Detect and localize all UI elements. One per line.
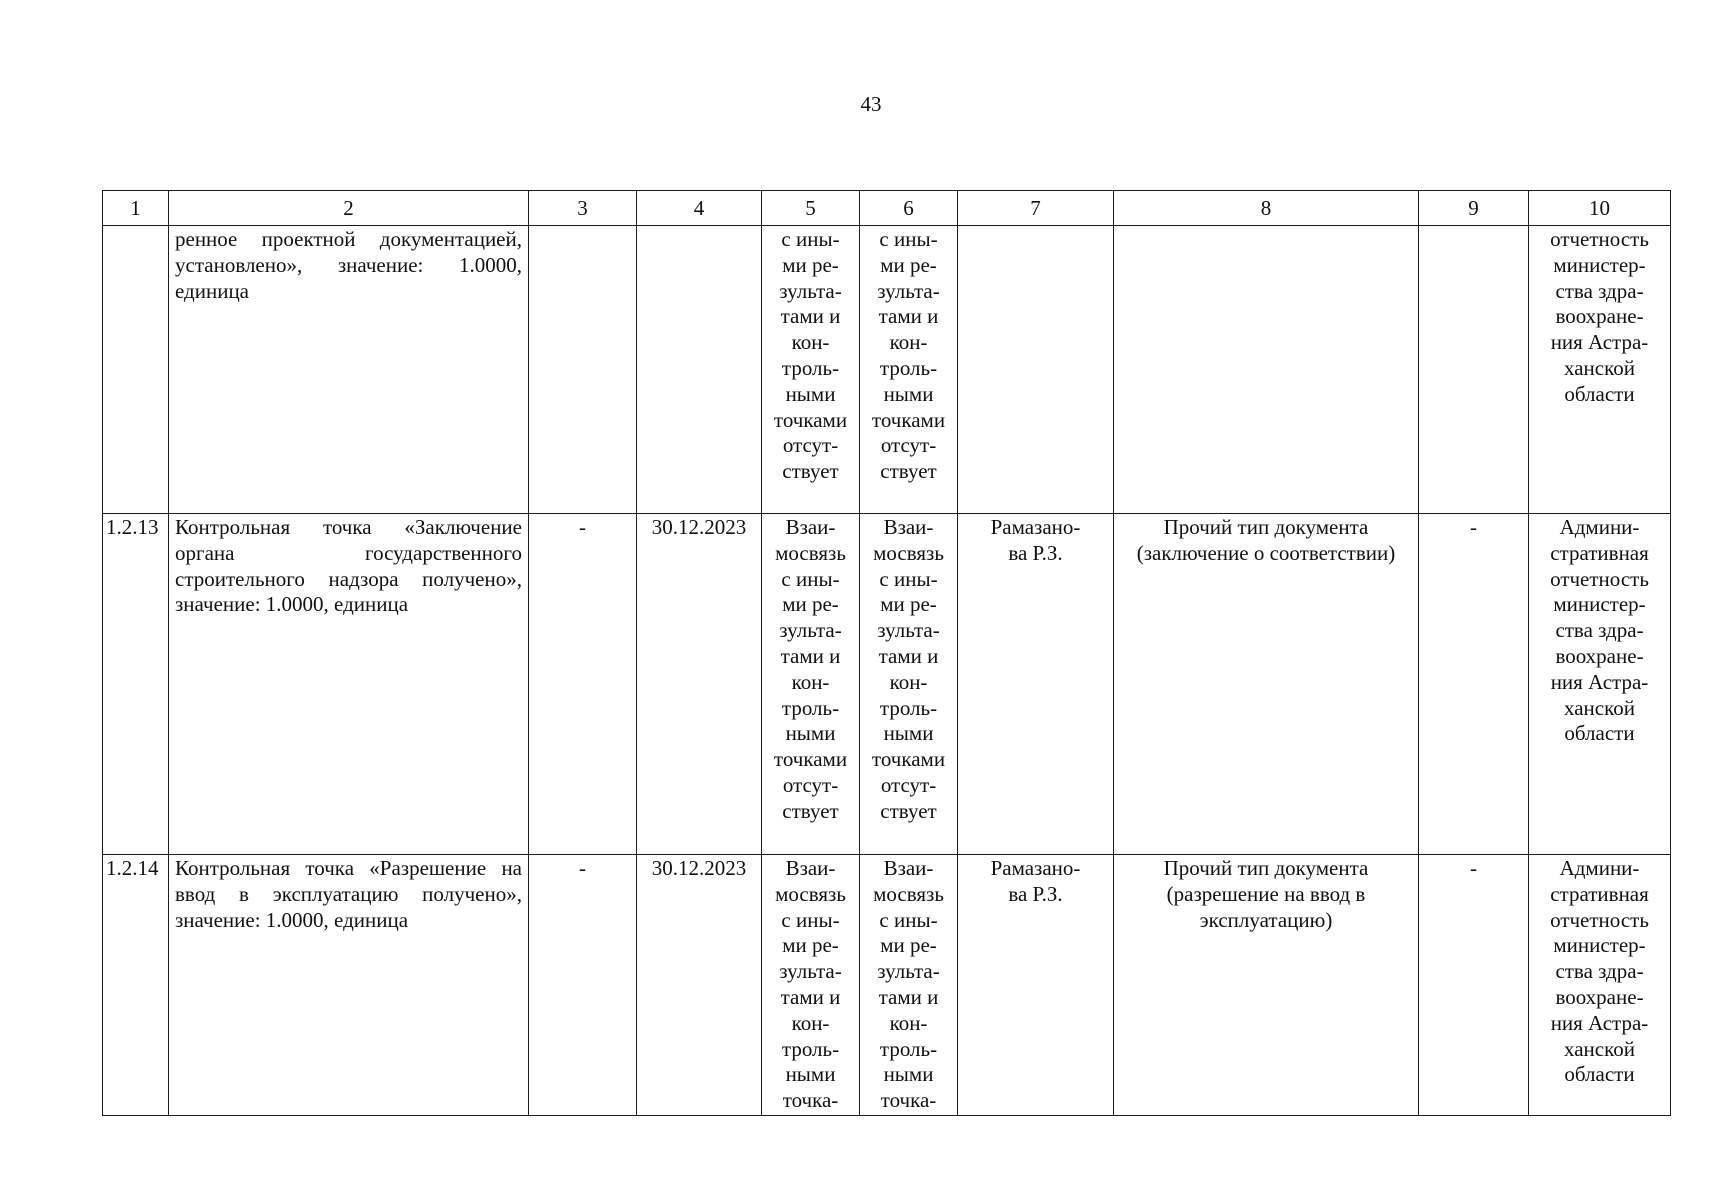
cell-line: ми ре- — [782, 252, 839, 277]
cell-line: троль- — [781, 355, 840, 380]
cell-line: воохране- — [1555, 304, 1644, 329]
cell-line: отчетность — [1550, 227, 1649, 251]
cell-line: области — [1564, 721, 1635, 746]
cell-line: с ины- — [879, 227, 938, 251]
relation-cell — [860, 514, 958, 855]
cell-line: ства здра- — [1555, 618, 1644, 643]
cell-col9: - — [1419, 514, 1529, 855]
cell-line: ми ре- — [880, 933, 937, 958]
cell-line: отчетность — [1550, 907, 1649, 932]
cell-line: точками — [871, 747, 946, 772]
cell-line: с ины- — [879, 566, 938, 591]
cell-line: ствует — [880, 459, 937, 484]
cell-line: кон- — [791, 669, 830, 694]
relation-cell — [762, 514, 860, 855]
cell-line: области — [1564, 1062, 1635, 1087]
cell-line: отсут- — [782, 772, 839, 797]
column-number: 6 — [860, 191, 958, 226]
cell-col3: - — [529, 514, 637, 855]
cell-line: мосвязь — [873, 881, 944, 906]
cell-line: ва Р.З. — [1008, 881, 1063, 906]
column-number: 3 — [529, 191, 637, 226]
cell-line: троль- — [879, 355, 938, 380]
cell-line: ханской — [1564, 1036, 1635, 1061]
page-number: 43 — [860, 92, 882, 116]
responsible-cell — [958, 855, 1114, 1116]
table-row — [103, 514, 1671, 855]
cell-line: тами и — [780, 643, 841, 668]
cell-line: Взаи- — [785, 856, 836, 880]
cell-line: кон- — [889, 330, 928, 355]
table-row — [103, 855, 1671, 1116]
deadline-date: 30.12.2023 — [637, 855, 762, 1116]
cell-line: ными — [883, 721, 934, 746]
cell-line: отчетность — [1550, 566, 1649, 591]
relation-cell — [860, 855, 958, 1116]
cell-line: ханской — [1564, 355, 1635, 380]
cell-line: ния Астра- — [1550, 1010, 1649, 1035]
cell-line: зульта- — [779, 959, 842, 984]
cell-line: министер- — [1553, 592, 1646, 617]
info-source-cell — [1529, 855, 1671, 1116]
relation-cell — [762, 855, 860, 1116]
cell-line: точка- — [880, 1088, 937, 1113]
column-number: 4 — [637, 191, 762, 226]
cell-col9: - — [1419, 855, 1529, 1116]
cell-line: точками — [871, 407, 946, 432]
cell-line: Взаи- — [785, 515, 836, 539]
deadline-date — [637, 226, 762, 514]
cell-line: зульта- — [779, 278, 842, 303]
cell-line: области — [1564, 381, 1635, 406]
responsible-cell — [958, 514, 1114, 855]
cell-line: с ины- — [781, 566, 840, 591]
cell-line: тами и — [878, 304, 939, 329]
cell-line: стративная — [1550, 881, 1649, 906]
cell-line: ми ре- — [880, 252, 937, 277]
cell-line: ния Астра- — [1550, 669, 1649, 694]
cell-line: тами и — [878, 984, 939, 1009]
column-number: 1 — [103, 191, 169, 226]
row-number: 1.2.13 — [103, 514, 169, 855]
cell-line: зульта- — [877, 618, 940, 643]
cell-line: троль- — [781, 1036, 840, 1061]
row-number — [103, 226, 169, 514]
column-number: 10 — [1529, 191, 1671, 226]
cell-line: ния Астра- — [1550, 330, 1649, 355]
cell-line: кон- — [791, 330, 830, 355]
cell-line: Взаи- — [883, 515, 934, 539]
responsible-cell — [958, 226, 1114, 514]
cell-line: отсут- — [782, 433, 839, 458]
cell-line: ными — [883, 1062, 934, 1087]
info-source-cell — [1529, 226, 1671, 514]
cell-line: с ины- — [879, 907, 938, 932]
column-number: 2 — [169, 191, 529, 226]
cell-line: Админи- — [1559, 856, 1640, 880]
cell-line: Взаи- — [883, 856, 934, 880]
cell-line: воохране- — [1555, 643, 1644, 668]
cell-col9 — [1419, 226, 1529, 514]
cell-line: отсут- — [880, 433, 937, 458]
cell-line: мосвязь — [873, 540, 944, 565]
cell-line: ства здра- — [1555, 959, 1644, 984]
cell-line: кон- — [791, 1010, 830, 1035]
cell-line: ми ре- — [782, 933, 839, 958]
cell-col3: - — [529, 855, 637, 1116]
column-number: 5 — [762, 191, 860, 226]
cell-line: точками — [773, 747, 848, 772]
cell-line: ва Р.З. — [1008, 540, 1063, 565]
cell-line: ствует — [880, 798, 937, 823]
cell-line: тами и — [780, 984, 841, 1009]
cell-line: ствует — [782, 798, 839, 823]
checkpoint-description: Контрольная точка «Заключение органа государственного строительного надзора получено», значение: 1.0000, единица — [169, 514, 529, 855]
cell-line: с ины- — [781, 907, 840, 932]
table-row — [103, 226, 1671, 514]
cell-line: ными — [785, 1062, 836, 1087]
checkpoint-description: Контрольная точка «Разрешение на ввод в эксплуатацию получено», значение: 1.0000, единица — [169, 855, 529, 1116]
checkpoint-description: ренное проектной документацией, установлено», значение: 1.0000, единица — [169, 226, 529, 514]
cell-line: Рамазано- — [990, 856, 1081, 880]
cell-line: ми ре- — [880, 592, 937, 617]
column-number: 7 — [958, 191, 1114, 226]
deadline-date: 30.12.2023 — [637, 514, 762, 855]
cell-line: ствует — [782, 459, 839, 484]
cell-line: кон- — [889, 1010, 928, 1035]
cell-line: кон- — [889, 669, 928, 694]
row-number: 1.2.14 — [103, 855, 169, 1116]
cell-line: зульта- — [779, 618, 842, 643]
relation-cell — [762, 226, 860, 514]
cell-line: тами и — [878, 643, 939, 668]
cell-line: отсут- — [880, 772, 937, 797]
column-number: 9 — [1419, 191, 1529, 226]
cell-line: зульта- — [877, 959, 940, 984]
column-number-row — [103, 191, 1671, 226]
cell-line: тами и — [780, 304, 841, 329]
document-type — [1114, 226, 1419, 514]
cell-col3 — [529, 226, 637, 514]
cell-line: зульта- — [877, 278, 940, 303]
cell-line: ными — [785, 381, 836, 406]
cell-line: Рамазано- — [990, 515, 1081, 539]
cell-line: троль- — [879, 695, 938, 720]
cell-line: ханской — [1564, 695, 1635, 720]
document-type: Прочий тип документа (заключение о соответствии) — [1114, 514, 1419, 855]
cell-line: Админи- — [1559, 515, 1640, 539]
cell-line: министер- — [1553, 933, 1646, 958]
cell-line: троль- — [879, 1036, 938, 1061]
cell-line: воохране- — [1555, 984, 1644, 1009]
cell-line: точка- — [782, 1088, 839, 1113]
cell-line: точками — [773, 407, 848, 432]
plan-table — [102, 190, 1671, 1116]
cell-line: мосвязь — [775, 881, 846, 906]
cell-line: министер- — [1553, 252, 1646, 277]
column-number: 8 — [1114, 191, 1419, 226]
cell-line: ными — [785, 721, 836, 746]
cell-line: троль- — [781, 695, 840, 720]
cell-line: стративная — [1550, 540, 1649, 565]
cell-line: ми ре- — [782, 592, 839, 617]
relation-cell — [860, 226, 958, 514]
document-type: Прочий тип документа (разрешение на ввод в эксплуатацию) — [1114, 855, 1419, 1116]
cell-line: ства здра- — [1555, 278, 1644, 303]
cell-line: с ины- — [781, 227, 840, 251]
cell-line: мосвязь — [775, 540, 846, 565]
info-source-cell — [1529, 514, 1671, 855]
cell-line: ными — [883, 381, 934, 406]
